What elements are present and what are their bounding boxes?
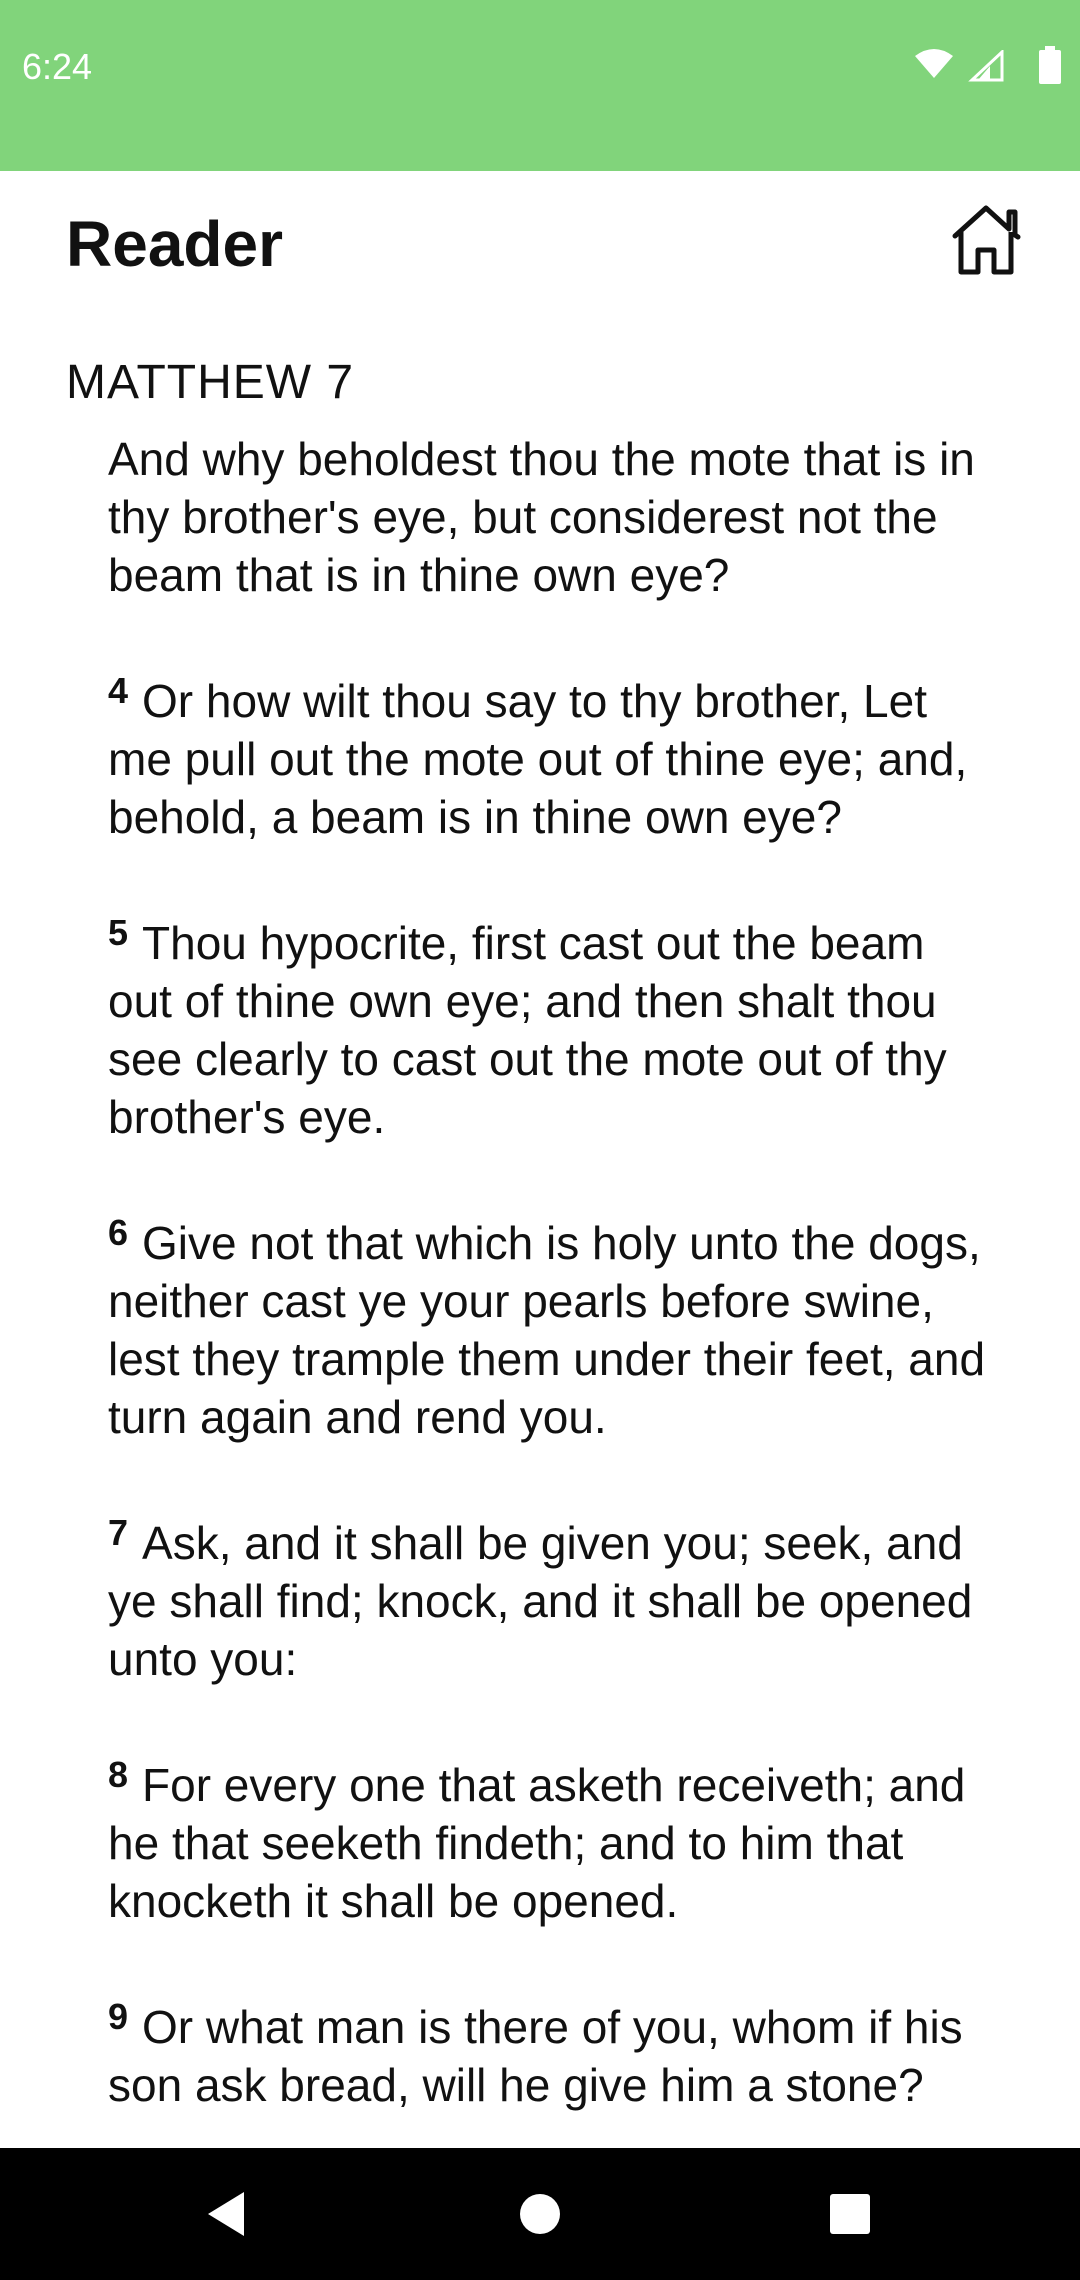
navigation-bar <box>0 2148 1080 2280</box>
verse-number: 7 <box>108 1512 129 1553</box>
home-icon <box>949 202 1023 276</box>
reader-content[interactable] <box>0 440 1080 2148</box>
verse-item <box>108 1504 988 1688</box>
verse-number: 5 <box>108 912 129 953</box>
verse-number: 9 <box>108 1996 129 2037</box>
verse-item <box>108 440 988 604</box>
nav-home-button[interactable] <box>510 2184 570 2244</box>
verse-text: And why beholdest thou the mote that is in thy brother's eye, but considerest not the beam that is in thine own eye? <box>108 440 975 601</box>
verse-text: Give not that which is holy unto the dogs, neither cast ye your pearls before swine, lest they trample them under their feet, and turn again and rend you. <box>108 1217 986 1443</box>
status-bar <box>0 0 1080 171</box>
verse-number: 4 <box>108 670 129 711</box>
verse-item <box>108 904 988 1146</box>
verse-item <box>108 662 988 846</box>
chapter-heading: MATTHEW 7 <box>66 356 355 409</box>
nav-back-button[interactable] <box>196 2184 256 2244</box>
verse-number: 8 <box>108 1754 129 1795</box>
back-icon <box>204 2190 248 2238</box>
verse-text: For every one that asketh receiveth; and he that seeketh findeth; and to him that knocketh it shall be opened. <box>108 1759 966 1927</box>
home-circle-icon <box>518 2192 562 2236</box>
app-bar <box>0 171 1080 309</box>
verse-list <box>108 440 988 2148</box>
verse-item <box>108 1746 988 1930</box>
home-button[interactable] <box>942 195 1030 283</box>
verse-item <box>108 1204 988 1446</box>
verse-text: Ask, and it shall be given you; seek, and ye shall find; knock, and it shall be opened unto you: <box>108 1517 973 1685</box>
verse-number: 6 <box>108 1212 129 1253</box>
verse-text: Thou hypocrite, first cast out the beam out of thine own eye; and then shalt thou see clearly to cast out the mote out of thy brother's eye. <box>108 917 947 1143</box>
signal-icon <box>968 50 1004 82</box>
verse-text: Or how wilt thou say to thy brother, Let me pull out the mote out of thine eye; and, behold, a beam is in thine own eye? <box>108 675 968 843</box>
status-time: 6:24 <box>22 46 93 87</box>
nav-recents-button[interactable] <box>820 2184 880 2244</box>
verse-item <box>108 1988 988 2114</box>
wifi-icon <box>914 48 954 80</box>
battery-icon <box>1038 46 1062 84</box>
recents-icon <box>829 2193 871 2235</box>
app-title: Reader <box>66 208 283 280</box>
verse-text: Or what man is there of you, whom if his son ask bread, will he give him a stone? <box>108 2001 963 2111</box>
